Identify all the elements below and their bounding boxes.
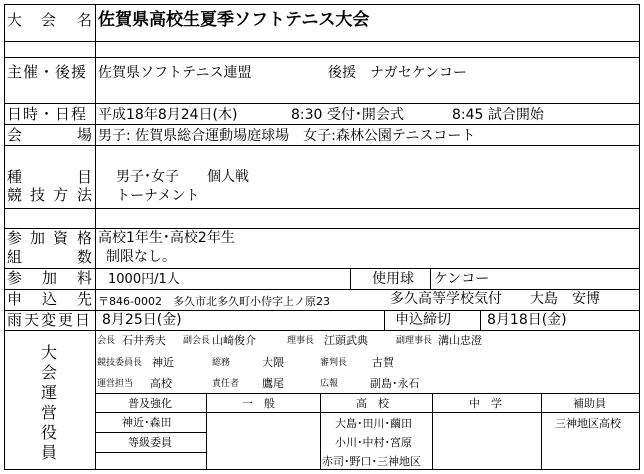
tournament-name: 佐賀県高校生夏季ソフトテニス大会 [98, 10, 370, 30]
col-highschool-member: 大島･田川･繭田 [335, 417, 412, 430]
col-juniorhigh-header: 中 学 [469, 397, 502, 410]
deadline-label: 申込締切 [395, 312, 451, 328]
col-highschool-header: 高 校 [356, 397, 389, 410]
staff-role: 競技委員長 [97, 358, 143, 368]
staff-person: 副島･永石 [370, 377, 420, 390]
apply-school: 多久高等学校気付 大島 安博 [390, 291, 600, 307]
event-date: 平成18年8月24日(木) [98, 107, 238, 123]
ball-value: ケンコー [434, 271, 490, 287]
event-value: 男子･女子 個人戦 [116, 169, 249, 185]
staff-role: 運営担当 [97, 379, 134, 389]
staff-person: 溝山忠澄 [438, 334, 482, 347]
col-promotion-member: 神近･森田 [122, 416, 172, 429]
organizer-value: 佐賀県ソフトテニス連盟 [98, 65, 252, 81]
venue-value: 男子: 佐賀県総合運動場庭球場 女子:森林公園テニスコート [98, 128, 476, 144]
staff-person: 古賀 [372, 356, 394, 369]
ball-label: 使用球 [372, 271, 414, 287]
staff-label: 大 会 運 営 役 員 [40, 343, 57, 462]
staff-person: 山崎俊介 [212, 334, 256, 347]
apply-address: 〒846-0002 多久市北多久町小侍字上ノ原23 [98, 295, 330, 308]
col-assistant-member: 三神地区高校 [555, 417, 621, 430]
staff-role: 会長 [97, 336, 116, 346]
staff-person: 江頭武典 [324, 334, 368, 347]
staff-role: 副理事長 [396, 336, 433, 346]
datetime-label: 日時・日程 [7, 105, 88, 123]
staff-role: 副会長 [183, 336, 211, 346]
staff-person: 石井秀夫 [122, 334, 166, 347]
col-promotion-header: 普及強化 [128, 397, 172, 410]
sponsor-value: 後援 ナガセケンコー [328, 65, 468, 81]
rain-date: 8月25日(金) [102, 312, 182, 328]
staff-person: 神近 [152, 356, 174, 369]
col-highschool-member: 小川･中村･宮原 [335, 436, 412, 449]
reception-time: 8:30 受付･開会式 [291, 107, 404, 123]
fee-value: 1000円/1人 [108, 272, 180, 287]
eligibility-value: 高校1年生･高校2年生 [98, 230, 235, 246]
staff-role: 広報 [320, 379, 339, 389]
staff-person: 高校 [150, 377, 172, 390]
col-promotion-member: 等級委員 [128, 436, 172, 449]
entry-form-sheet: 大 会 名 佐賀県高校生夏季ソフトテニス大会 主催・後援 佐賀県ソフトテニス連盟 後援 ナガセケンコー 日時・日程 平成18年8月24日(木) 8:30 受付･開会式 8:45 試合開始 会 場 男子: 佐賀県総合運動場庭球場 女子:森林公園テニスコート 種 目 競 技 方 法 男子･女子 個人戦 トーナメント 参 加 資 格 組 数 高校1年生･高校2年生 制限なし。 参 加 料 1000円/1人 使用球 ケンコー 申 込 先 〒846-0002 多久市北多久町小侍字上ノ原23 多久高等学校気付 大島 安博 雨天変更日 8月25日(金) 申込締切 8月18日(金) 大 会 運 営 役 員 会長 石井秀夫 副会長 山崎俊介 理事長 江頭武典 副理事長 溝山忠澄 競技委員長 神近 総務 大隈 審判長 古賀 運営担当 高校 責任者 鷹尾 広報 副島･永石 普及強化 神近･森田 等級委員 一 般 高 校 大島･田川･繭田 小川･中村･宮原 赤司･野口･三神地区 中 学 補助員 三神地区高校 [0, 0, 644, 474]
col-general-header: 一 般 [242, 397, 275, 410]
format-value: トーナメント [116, 188, 200, 204]
col-assistant-header: 補助員 [573, 397, 606, 410]
organizer-label: 主催・後援 [7, 63, 88, 81]
match-start-time: 8:45 試合開始 [452, 107, 544, 123]
staff-person: 鷹尾 [262, 377, 284, 390]
col-highschool-member: 赤司･野口･三神地区 [322, 455, 421, 468]
staff-role: 総務 [212, 358, 231, 368]
staff-role: 理事長 [287, 336, 315, 346]
staff-role: 審判長 [320, 358, 348, 368]
staff-person: 大隈 [262, 356, 284, 369]
deadline-date: 8月18日(金) [487, 312, 567, 328]
rain-label: 雨天変更日 [7, 311, 93, 329]
staff-role: 責任者 [212, 379, 240, 389]
groups-value: 制限なし。 [106, 249, 176, 265]
